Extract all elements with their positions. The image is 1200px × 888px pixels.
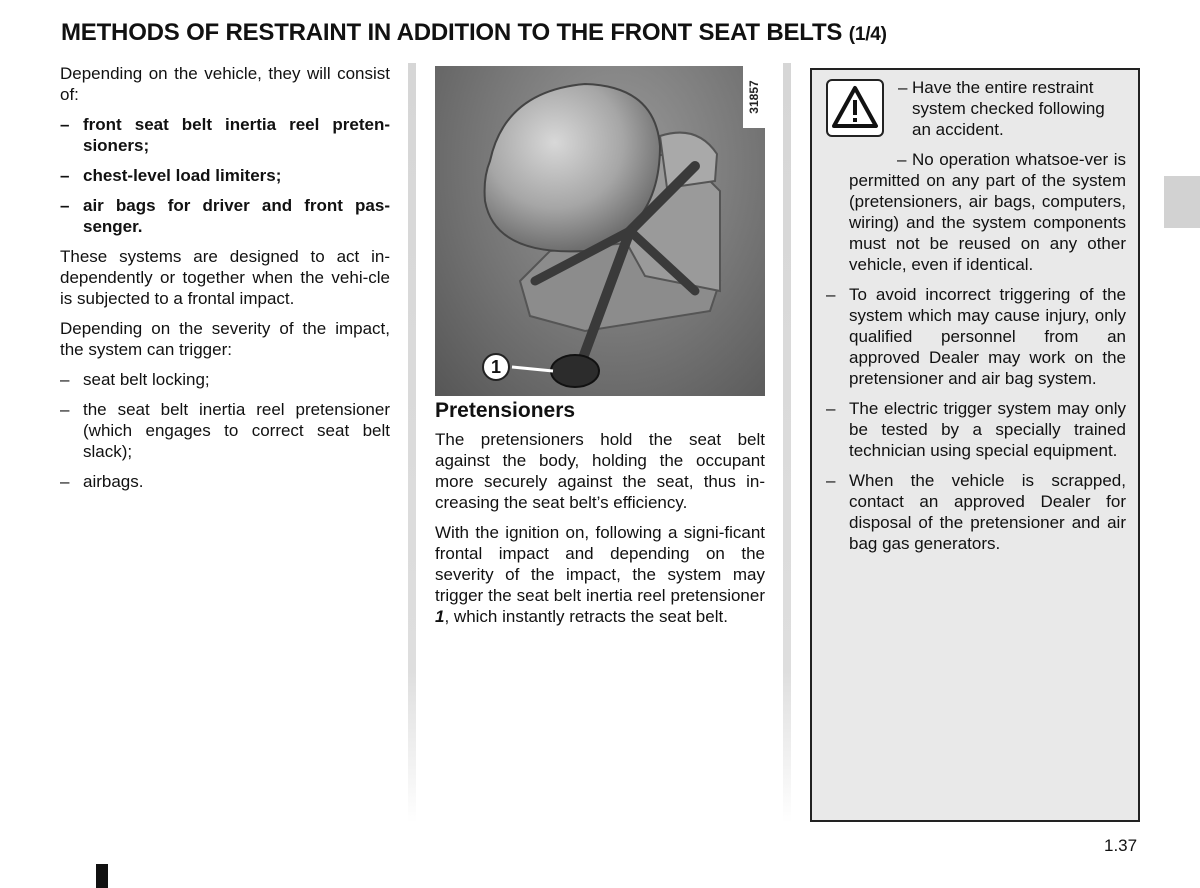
warning-box [810, 68, 1140, 822]
intro-text: Depending on the vehicle, they will consist of: [60, 64, 390, 104]
page-number: 1.37 [1104, 836, 1138, 855]
list-item: – the seat belt inertia reel pretensioner (which engages to correct seat belt slack); [60, 399, 390, 462]
callout-label: 1 [482, 353, 510, 381]
warning-item: – When the vehicle is scrapped, contact an approved Dealer for disposal of the pretensioner and air bag gas generators. [826, 470, 1126, 554]
ignition-paragraph [435, 522, 765, 627]
triggers-list [60, 369, 390, 492]
severity-paragraph: Depending on the severity of the impact, the system can trigger: [60, 319, 390, 359]
title-part: (1/4) [848, 24, 887, 45]
warning-item: – Have the entire restraint system checked following an accident. [898, 77, 1126, 140]
margin-mark [96, 864, 108, 888]
warning-triangle-icon [826, 79, 884, 137]
chapter-tab [1164, 176, 1200, 228]
section-heading: Pretensioners [435, 399, 576, 422]
callout-leader [512, 367, 553, 371]
ignition-text-end: , which instantly retracts the seat belt. [444, 607, 728, 626]
seat-airbag-drawing [435, 66, 765, 396]
column-divider [783, 63, 791, 823]
list-item: – air bags for driver and front pas-senger. [60, 195, 390, 237]
column-divider [408, 63, 416, 823]
list-item: – seat belt locking; [60, 369, 390, 390]
figure-reference-number: 31857 [747, 80, 761, 114]
warning-item: – No operation whatsoe-ver is permitted on any part of the system (pretensioners, air bags, computers, wiring) and the system components must not be reused on any other vehicle, even if identical. [849, 150, 1126, 274]
list-item: – chest-level load limiters; [60, 165, 390, 186]
ignition-text-start: With the ignition on, following a signi-ficant frontal impact and depending on the severity of the impact, the system may trigger the seat belt inertia reel pretensioner [435, 523, 765, 605]
title-text: METHODS OF RESTRAINT IN ADDITION TO THE FRONT SEAT BELTS [61, 19, 843, 46]
warning-list [826, 284, 1126, 554]
systems-paragraph: These systems are designed to act in-dependently or together when the vehi-cle is subjected to a frontal impact. [60, 247, 390, 308]
inertia-reel-pretensioner [551, 355, 599, 387]
warning-item: – To avoid incorrect triggering of the system which may cause injury, only qualified personnel from an approved Dealer may work on the pretensioner and air bag system. [826, 284, 1126, 389]
left-column [60, 63, 390, 501]
pretensioner-paragraph: The pretensioners hold the seat belt against the body, holding the occupant more securely against the seat, thus in-creasing the seat belt’s efficiency. [435, 430, 765, 512]
warning-item: – The electric trigger system may only be tested by a specially trained technician using special equipment. [826, 398, 1126, 461]
middle-column [435, 400, 765, 636]
page-title [61, 19, 887, 47]
list-item: – front seat belt inertia reel preten-sioners; [60, 114, 390, 156]
seat-airbag-illustration [435, 66, 765, 396]
systems-list [60, 114, 390, 237]
list-item: – airbags. [60, 471, 390, 492]
headrest [660, 133, 717, 188]
warning-header [826, 77, 1126, 140]
item-reference: 1 [435, 607, 445, 626]
figure-reference [743, 66, 765, 128]
